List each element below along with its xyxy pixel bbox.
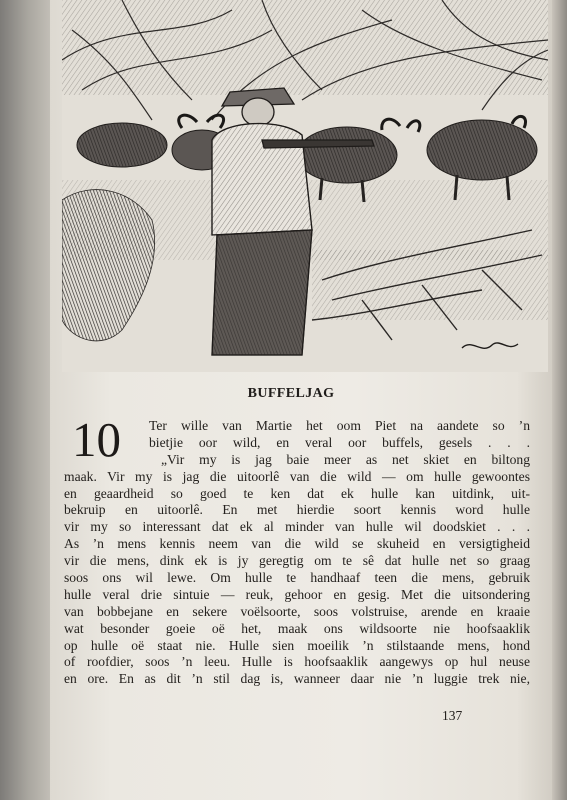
buffalo-hunt-illustration [62,0,548,372]
text-line: of roofdier, soos ’n leeu. Hulle is hoofsaaklik aangewys op hul neuse [64,654,530,670]
chapter-text [64,412,530,688]
text-line: Ter wille van Martie het oom Piet na aandete so ’n [149,418,530,433]
illustration-drawing [62,0,548,372]
text-line: vir die mens, dink ek is jy geregtig om te sê dat hulle net so graag [64,553,530,569]
text-line: vir my so interessant dat ek al minder van hulle wil doodskiet . . . [64,519,530,535]
text-line: maak. Vir my is jag die uitoorlê van die wild — om hulle gewoontes [64,468,530,484]
text-line: op hulle oë staat nie. Hulle sien moeilik ’n stilstaande mens, hond [64,637,530,653]
text-line: bekruip en uitoorlê. En met hierdie soort kennis word hulle [64,502,530,518]
text-line: As ’n mens kennis neem van die wild se skuheid en versigtigheid [64,536,530,552]
chapter-title: BUFFELJAG [247,386,335,401]
text-line: en geaardheid so goed te ken dat ek hulle kan uitdink, uit- [64,485,530,501]
chapter-number-dropcap: 10 [72,412,121,467]
text-line: hulle veral drie sintuie — reuk, gehoor en gesig. Met die uitsondering [64,586,530,602]
text-line: en ore. En as dit ’n stil dag is, wanneer daar nie ’n luggie trek nie, [64,671,530,687]
text-line: bietjie oor wild, en veral oor buffels, gesels . . . [149,434,530,450]
page-number: 137 [442,708,463,723]
text-line: van bobbejane en sekere voëlsoorte, soos volstruise, arende en kraaie [64,603,530,619]
text-line: „Vir my is jag baie meer as net skiet en biltong [161,451,530,467]
text-line: wat besonder goeie oë het, maak ons wildsoorte nie hoofsaaklik [64,620,530,636]
text-line: soos ons wil lewe. Om hulle te handhaaf teen die mens, gebruik [64,570,530,586]
